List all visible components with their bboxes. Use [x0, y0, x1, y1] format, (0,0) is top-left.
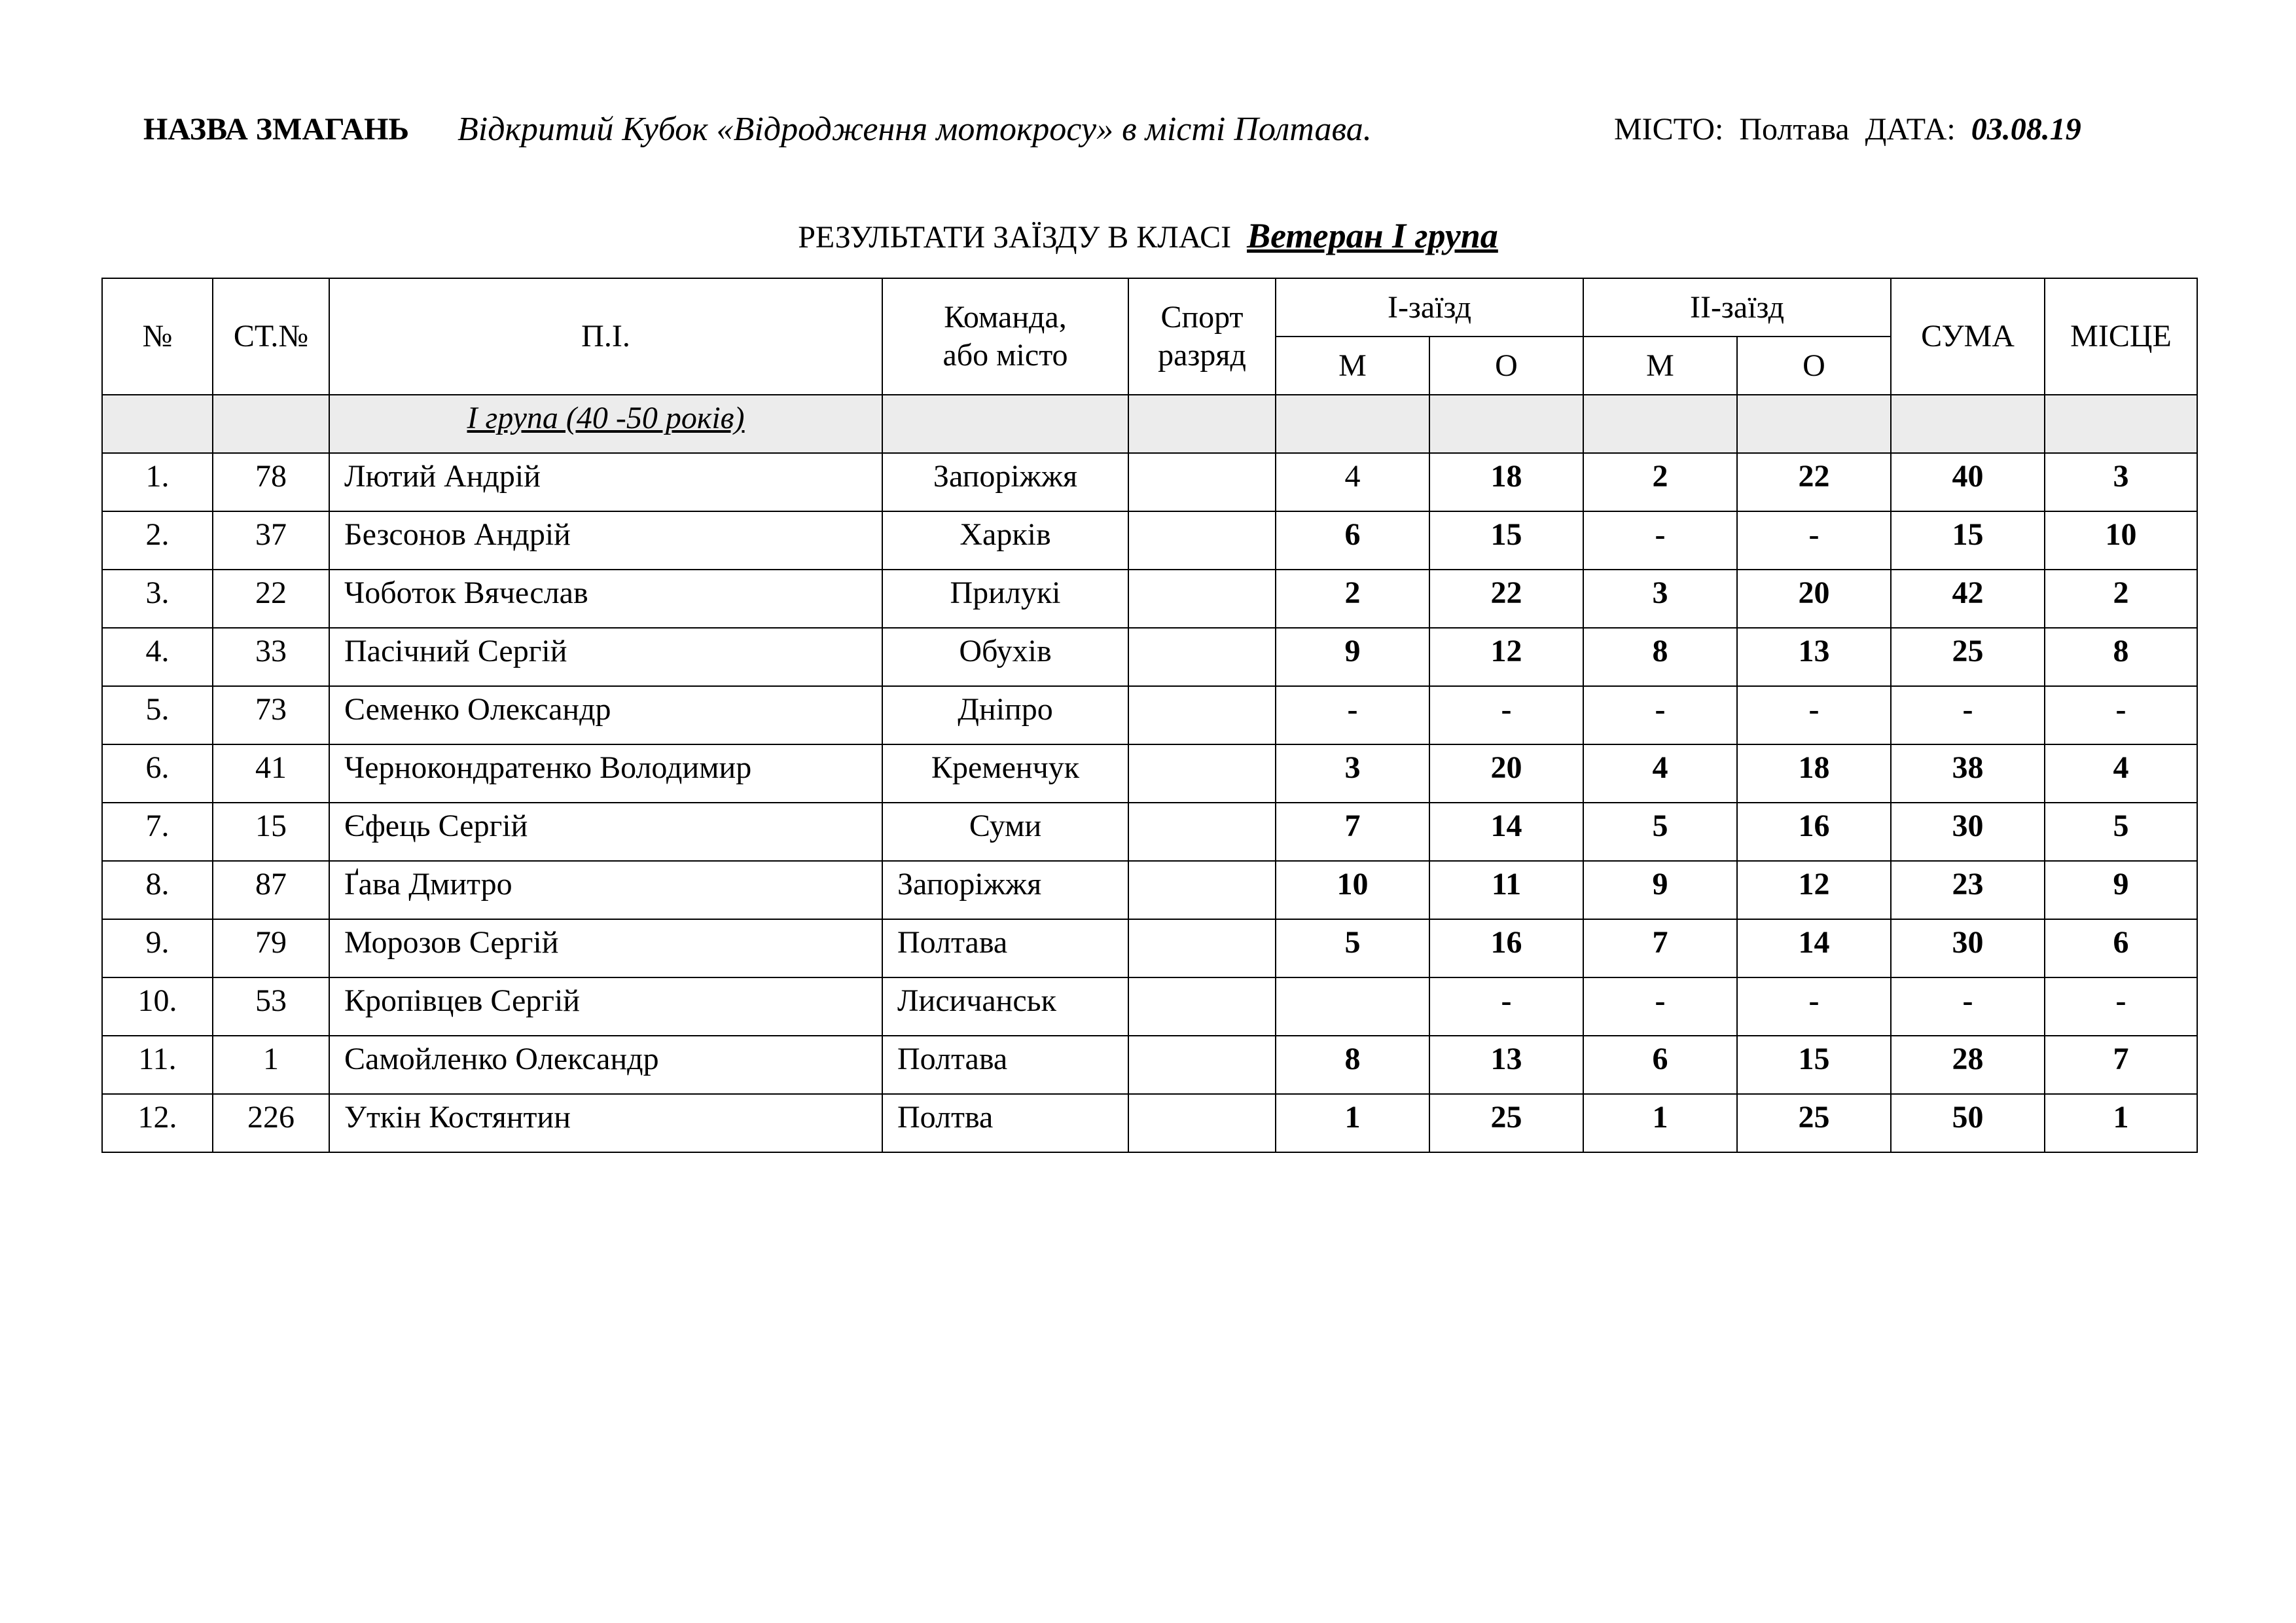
cell-rank: [1128, 1094, 1276, 1152]
col-header-race2-m: М: [1583, 337, 1737, 395]
cell-start-num: 78: [213, 453, 329, 511]
cell-num: 9.: [102, 919, 213, 977]
cell-start-num: 1: [213, 1036, 329, 1094]
competition-name: Відкритий Кубок «Відродження мотокросу» в місті Полтава.: [457, 111, 1372, 148]
cell-start-num: 87: [213, 861, 329, 919]
cell-sum: 25: [1891, 628, 2045, 686]
cell-place: 5: [2045, 803, 2197, 861]
cell-place: 10: [2045, 511, 2197, 570]
cell-race2-o: 22: [1737, 453, 1891, 511]
cell-race1-m: 9: [1276, 628, 1429, 686]
cell-race2-o: -: [1737, 977, 1891, 1036]
cell-start-num: 33: [213, 628, 329, 686]
cell-rank: [1128, 628, 1276, 686]
cell-sum: 40: [1891, 453, 2045, 511]
col-header-place: МІСЦЕ: [2045, 278, 2197, 395]
group-title: I група (40 -50 років): [329, 395, 882, 453]
class-name: Ветеран I група: [1247, 216, 1498, 255]
table-row: [102, 453, 2197, 511]
cell-rank: [1128, 919, 1276, 977]
cell-team: Полтава: [882, 1036, 1128, 1094]
cell-sum: 42: [1891, 570, 2045, 628]
cell-race2-o: -: [1737, 511, 1891, 570]
cell-race1-o: 13: [1429, 1036, 1583, 1094]
cell-race2-m: 6: [1583, 1036, 1737, 1094]
table-row: [102, 1094, 2197, 1152]
cell-team: Дніпро: [882, 686, 1128, 744]
cell-name: Самойленко Олександр: [329, 1036, 882, 1094]
cell-race2-m: -: [1583, 511, 1737, 570]
cell-start-num: 226: [213, 1094, 329, 1152]
date-value: 03.08.19: [1971, 112, 2081, 147]
cell-race2-m: 1: [1583, 1094, 1737, 1152]
table-row: [102, 803, 2197, 861]
cell-team: Запоріжжя: [882, 861, 1128, 919]
cell-rank: [1128, 744, 1276, 803]
cell-sum: -: [1891, 686, 2045, 744]
col-header-race2-o: О: [1737, 337, 1891, 395]
col-header-num: №: [102, 278, 213, 395]
cell-sum: 38: [1891, 744, 2045, 803]
table-row: [102, 570, 2197, 628]
cell-name: Морозов Сергій: [329, 919, 882, 977]
col-header-team: [882, 278, 1128, 395]
cell-team: Кременчук: [882, 744, 1128, 803]
date-label: ДАТА:: [1865, 112, 1956, 147]
cell-race2-m: -: [1583, 686, 1737, 744]
cell-race1-m: [1276, 977, 1429, 1036]
cell-start-num: 53: [213, 977, 329, 1036]
cell-race1-m: 3: [1276, 744, 1429, 803]
col-header-race1-o: О: [1429, 337, 1583, 395]
city-value: Полтава: [1739, 112, 1850, 147]
cell-name: Семенко Олександр: [329, 686, 882, 744]
cell-num: 4.: [102, 628, 213, 686]
city-label: МІСТО:: [1614, 112, 1724, 147]
cell-sum: 30: [1891, 803, 2045, 861]
cell-num: 5.: [102, 686, 213, 744]
cell-start-num: 79: [213, 919, 329, 977]
cell-race1-o: 20: [1429, 744, 1583, 803]
cell-team: Прилукі: [882, 570, 1128, 628]
cell-num: 2.: [102, 511, 213, 570]
cell-team: Харків: [882, 511, 1128, 570]
cell-num: 8.: [102, 861, 213, 919]
cell-sum: -: [1891, 977, 2045, 1036]
cell-rank: [1128, 453, 1276, 511]
cell-race2-o: 13: [1737, 628, 1891, 686]
cell-race1-o: 18: [1429, 453, 1583, 511]
results-title: [0, 213, 2296, 259]
cell-name: Чоботок Вячеслав: [329, 570, 882, 628]
cell-team: Обухів: [882, 628, 1128, 686]
cell-race1-m: 1: [1276, 1094, 1429, 1152]
cell-place: 4: [2045, 744, 2197, 803]
table-row: [102, 628, 2197, 686]
cell-num: 12.: [102, 1094, 213, 1152]
cell-team: Суми: [882, 803, 1128, 861]
table-row: [102, 919, 2197, 977]
cell-race2-o: 20: [1737, 570, 1891, 628]
cell-race1-o: -: [1429, 977, 1583, 1036]
col-header-rank-line1: Спорт: [1160, 300, 1244, 335]
cell-team: Запоріжжя: [882, 453, 1128, 511]
cell-rank: [1128, 511, 1276, 570]
cell-race1-m: 4: [1276, 453, 1429, 511]
cell-rank: [1128, 570, 1276, 628]
table-row: [102, 744, 2197, 803]
cell-rank: [1128, 1036, 1276, 1094]
cell-place: -: [2045, 977, 2197, 1036]
cell-num: 6.: [102, 744, 213, 803]
cell-place: 7: [2045, 1036, 2197, 1094]
cell-num: 3.: [102, 570, 213, 628]
cell-start-num: 37: [213, 511, 329, 570]
cell-name: Уткін Костянтин: [329, 1094, 882, 1152]
cell-place: -: [2045, 686, 2197, 744]
city-date-line: [1614, 107, 2081, 153]
col-header-name: П.І.: [329, 278, 882, 395]
cell-sum: 23: [1891, 861, 2045, 919]
cell-race2-o: 12: [1737, 861, 1891, 919]
cell-place: 1: [2045, 1094, 2197, 1152]
cell-name: Чернокондратенко Володимир: [329, 744, 882, 803]
col-header-race1-m: М: [1276, 337, 1429, 395]
cell-rank: [1128, 803, 1276, 861]
cell-start-num: 41: [213, 744, 329, 803]
results-table: [101, 278, 2198, 1153]
table-row: [102, 511, 2197, 570]
cell-race2-o: 18: [1737, 744, 1891, 803]
cell-race2-o: 15: [1737, 1036, 1891, 1094]
cell-race1-o: 25: [1429, 1094, 1583, 1152]
col-header-race1: I-заїзд: [1276, 278, 1583, 337]
cell-rank: [1128, 686, 1276, 744]
cell-race2-m: -: [1583, 977, 1737, 1036]
cell-race1-m: -: [1276, 686, 1429, 744]
cell-rank: [1128, 977, 1276, 1036]
cell-race1-m: 10: [1276, 861, 1429, 919]
cell-sum: 28: [1891, 1036, 2045, 1094]
cell-race1-m: 8: [1276, 1036, 1429, 1094]
cell-race1-o: 22: [1429, 570, 1583, 628]
cell-race2-m: 3: [1583, 570, 1737, 628]
group-row: [102, 395, 2197, 453]
cell-name: Пасічний Сергій: [329, 628, 882, 686]
cell-race1-m: 6: [1276, 511, 1429, 570]
cell-num: 7.: [102, 803, 213, 861]
cell-race2-o: -: [1737, 686, 1891, 744]
cell-race1-o: 16: [1429, 919, 1583, 977]
cell-team: Полтва: [882, 1094, 1128, 1152]
col-header-rank: [1128, 278, 1276, 395]
cell-race1-o: 14: [1429, 803, 1583, 861]
cell-place: 3: [2045, 453, 2197, 511]
table-row: [102, 686, 2197, 744]
cell-num: 10.: [102, 977, 213, 1036]
cell-name: Лютий Андрій: [329, 453, 882, 511]
cell-race1-o: 12: [1429, 628, 1583, 686]
cell-race1-o: 11: [1429, 861, 1583, 919]
col-header-start-num: СТ.№: [213, 278, 329, 395]
cell-race2-m: 2: [1583, 453, 1737, 511]
cell-sum: 50: [1891, 1094, 2045, 1152]
cell-race2-o: 14: [1737, 919, 1891, 977]
cell-race1-o: 15: [1429, 511, 1583, 570]
col-header-rank-line2: разряд: [1158, 338, 1246, 373]
col-header-team-line1: Команда,: [944, 300, 1067, 335]
cell-race1-m: 7: [1276, 803, 1429, 861]
cell-team: Лисичанськ: [882, 977, 1128, 1036]
competition-label: НАЗВА ЗМАГАНЬ: [143, 112, 410, 147]
cell-place: 6: [2045, 919, 2197, 977]
cell-start-num: 73: [213, 686, 329, 744]
cell-race2-m: 8: [1583, 628, 1737, 686]
cell-race2-o: 16: [1737, 803, 1891, 861]
cell-race1-o: -: [1429, 686, 1583, 744]
cell-race2-m: 5: [1583, 803, 1737, 861]
cell-name: Безсонов Андрій: [329, 511, 882, 570]
cell-name: Кропівцев Сергій: [329, 977, 882, 1036]
cell-num: 1.: [102, 453, 213, 511]
competition-header: [143, 107, 2185, 153]
cell-race1-m: 2: [1276, 570, 1429, 628]
cell-start-num: 22: [213, 570, 329, 628]
table-row: [102, 1036, 2197, 1094]
cell-name: Єфець Сергій: [329, 803, 882, 861]
cell-name: Ґава Дмитро: [329, 861, 882, 919]
cell-num: 11.: [102, 1036, 213, 1094]
cell-place: 9: [2045, 861, 2197, 919]
cell-race2-m: 4: [1583, 744, 1737, 803]
results-title-prefix: РЕЗУЛЬТАТИ ЗАЇЗДУ В КЛАСІ: [798, 220, 1232, 255]
cell-start-num: 15: [213, 803, 329, 861]
table-row: [102, 977, 2197, 1036]
col-header-sum: СУМА: [1891, 278, 2045, 395]
cell-race2-o: 25: [1737, 1094, 1891, 1152]
cell-race2-m: 9: [1583, 861, 1737, 919]
cell-place: 2: [2045, 570, 2197, 628]
table-row: [102, 861, 2197, 919]
cell-rank: [1128, 861, 1276, 919]
cell-team: Полтава: [882, 919, 1128, 977]
cell-sum: 15: [1891, 511, 2045, 570]
col-header-race2: II-заїзд: [1583, 278, 1891, 337]
cell-race1-m: 5: [1276, 919, 1429, 977]
cell-place: 8: [2045, 628, 2197, 686]
col-header-team-line2: або місто: [942, 338, 1068, 373]
cell-race2-m: 7: [1583, 919, 1737, 977]
cell-sum: 30: [1891, 919, 2045, 977]
